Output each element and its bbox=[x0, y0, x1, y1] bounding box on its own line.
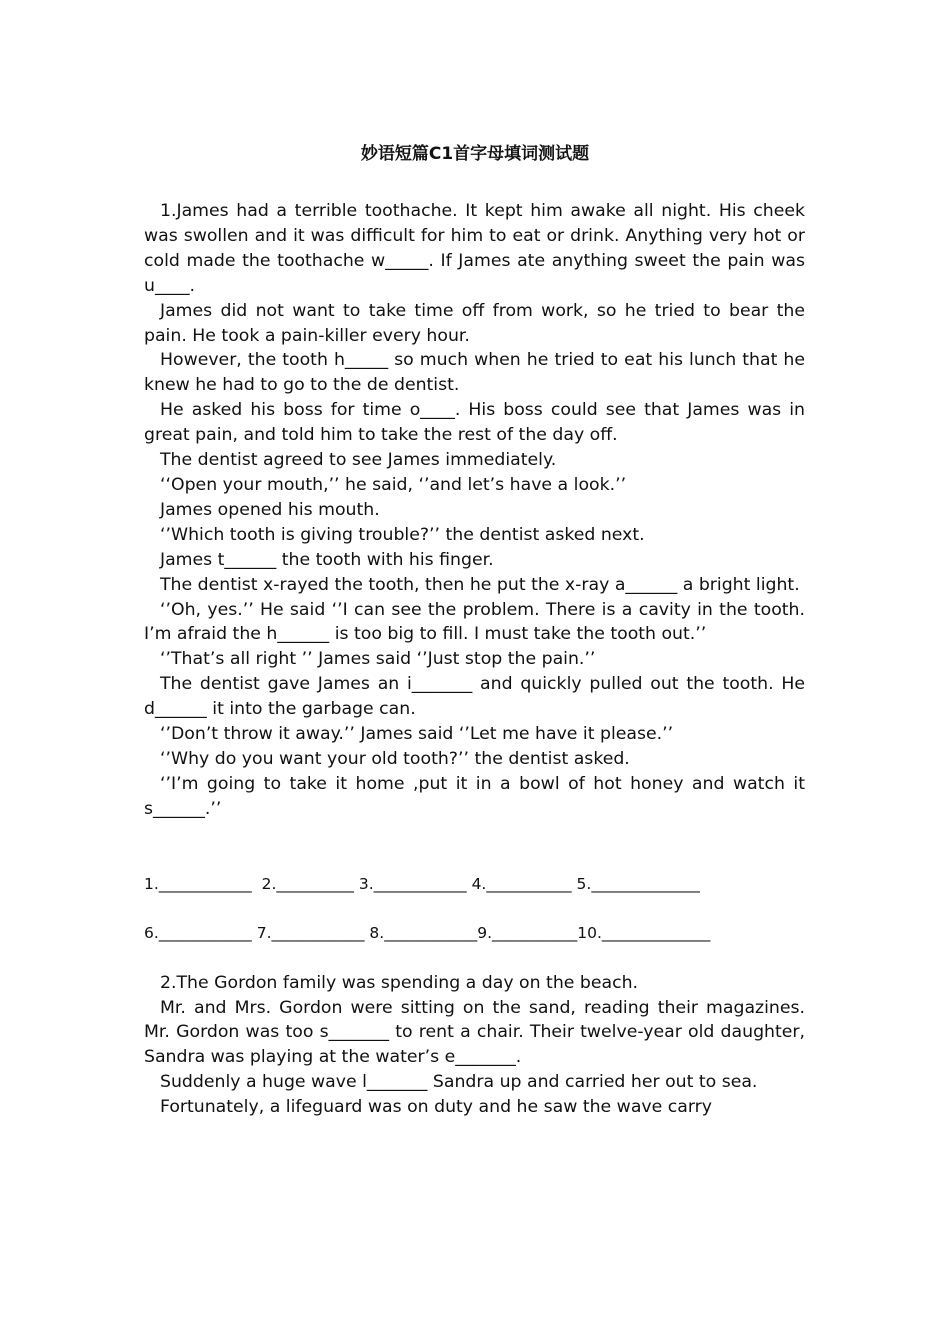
paragraph: ‘’That’s all right ’’ James said ‘’Just stop the pain.’’ bbox=[160, 649, 596, 670]
passage-2 bbox=[144, 971, 805, 1120]
answer-blanks-row-1: 1.____________ 2.__________ 3.____________ 4.___________ 5.______________ bbox=[144, 874, 700, 893]
paragraph: ‘‘Open your mouth,’’ he said, ‘’and let’s have a look.’’ bbox=[160, 474, 627, 495]
page-title: 妙语短篇C1首字母填词测试题 bbox=[360, 144, 590, 164]
paragraph: 2.The Gordon family was spending a day on the beach. bbox=[160, 972, 639, 993]
paragraph: ‘’I’m going to take it home ,put it in a bowl of hot honey and watch it s______.’’ bbox=[144, 773, 805, 819]
passage-1 bbox=[144, 199, 805, 822]
paragraph: James opened his mouth. bbox=[160, 499, 380, 520]
paragraph: However, the tooth h_____ so much when he tried to eat his lunch that he knew he had to go to the de dentist. bbox=[144, 350, 805, 396]
paragraph: Suddenly a huge wave l_______ Sandra up and carried her out to sea. bbox=[160, 1072, 758, 1093]
paragraph: The dentist x-rayed the tooth, then he put the x-ray a______ a bright light. bbox=[160, 574, 800, 595]
paragraph: ‘’Don’t throw it away.’’ James said ‘’Let me have it please.’’ bbox=[160, 724, 674, 745]
paragraph: ‘’Why do you want your old tooth?’’ the dentist asked. bbox=[160, 748, 630, 769]
answer-blanks-row-2: 6.____________ 7.____________ 8.____________9.___________10.______________ bbox=[144, 923, 711, 942]
paragraph: ‘’Oh, yes.’’ He said ‘’I can see the problem. There is a cavity in the tooth. I’m afraid the h______ is too big to fill. I must take the tooth out.’’ bbox=[144, 599, 805, 645]
paragraph: James did not want to take time off from work, so he tried to bear the pain. He took a pain-killer every hour. bbox=[144, 300, 805, 346]
paragraph: James t______ the tooth with his finger. bbox=[160, 549, 494, 570]
document-body bbox=[144, 199, 805, 1120]
paragraph: 1.James had a terrible toothache. It kept him awake all night. His cheek was swollen and it was difficult for him to eat or drink. Anything very hot or cold made the toothache w_____. If James ate anything sweet the pain was u____. bbox=[144, 201, 805, 296]
paragraph: Fortunately, a lifeguard was on duty and he saw the wave carry bbox=[160, 1097, 712, 1118]
paragraph: ‘’Which tooth is giving trouble?’’ the dentist asked next. bbox=[160, 524, 645, 545]
paragraph: Mr. and Mrs. Gordon were sitting on the sand, reading their magazines. Mr. Gordon was too s_______ to rent a chair. Their twelve-year old daughter, Sandra was playing at the water’s e_______. bbox=[144, 997, 805, 1068]
paragraph: He asked his boss for time o____. His boss could see that James was in great pain, and told him to take the rest of the day off. bbox=[144, 400, 805, 446]
paragraph: The dentist agreed to see James immediately. bbox=[160, 450, 557, 471]
paragraph: The dentist gave James an i_______ and quickly pulled out the tooth. He d______ it into the garbage can. bbox=[144, 674, 805, 720]
